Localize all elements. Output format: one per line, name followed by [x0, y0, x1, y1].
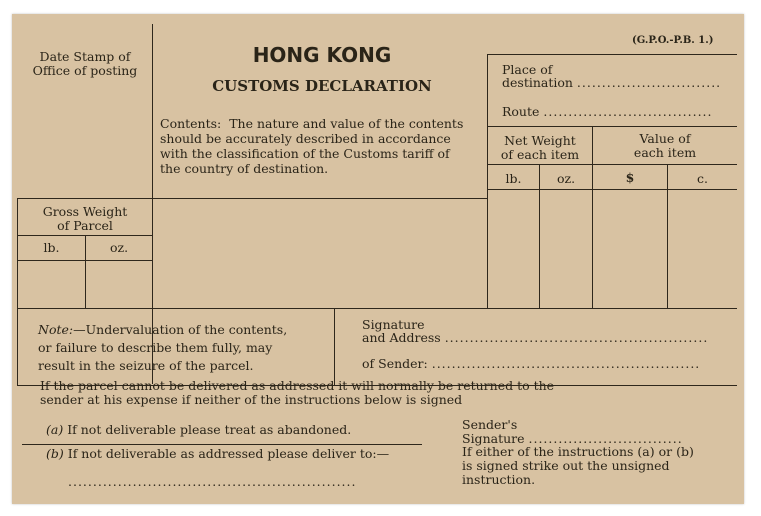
note-label: Note: [38, 322, 74, 337]
divider [334, 308, 335, 386]
senders-signature-field[interactable]: Signature ............................... [462, 431, 683, 446]
divider [17, 308, 18, 386]
contents-line-3: with the classification of the Customs tariff of [160, 146, 450, 161]
divider [17, 260, 152, 261]
note-line-2: or failure to describe them fully, may [38, 340, 273, 355]
senders-label: Sender's [462, 417, 518, 432]
page-subtitle: CUSTOMS DECLARATION [212, 77, 432, 95]
return-instructions [40, 379, 730, 407]
strike-line-3: instruction. [462, 472, 536, 487]
option-b-mark: (b) [46, 446, 64, 461]
divider [487, 189, 737, 190]
of-sender-label: of Sender: [362, 356, 428, 371]
date-stamp-label [20, 50, 150, 78]
contents-line-1 [160, 116, 485, 131]
signature-label-2: Signature [462, 431, 525, 446]
strike-line-2: is signed strike out the unsigned [462, 458, 670, 473]
strike-instructions [462, 445, 742, 487]
net-weight-line: Net Weight [504, 133, 576, 148]
option-a-mark: (a) [46, 422, 64, 437]
place-of-label: Place of [502, 62, 553, 77]
dollar-header: $ [625, 170, 635, 185]
date-stamp-line: Date Stamp of [39, 49, 131, 64]
contents-line-4: the country of destination. [160, 161, 329, 176]
date-stamp-line: Office of posting [32, 63, 138, 78]
value-line: each item [633, 145, 697, 160]
route-field[interactable]: Route .................................. [502, 104, 713, 119]
divider [22, 444, 422, 445]
net-lb-header: lb. [505, 171, 522, 186]
signature-label: Signature [362, 317, 425, 332]
customs-declaration-card [12, 14, 744, 504]
divider [17, 198, 487, 199]
gross-weight-header [18, 205, 152, 233]
deliver-to-field[interactable]: .......................................................... [68, 474, 357, 489]
contents-instructions [160, 116, 485, 176]
value-line: Value of [639, 131, 691, 146]
gross-lb-header: lb. [43, 240, 60, 255]
form-code: (G.P.O.-P.B. 1.) [632, 35, 714, 46]
return-line-2: sender at his expense if neither of the instructions below is signed [40, 392, 463, 407]
sender-field[interactable]: of Sender: ...................................................... [362, 356, 701, 371]
note-text-1: —Undervaluation of the contents, [73, 322, 288, 337]
contents-line-2: should be accurately described in accordance [160, 131, 451, 146]
value-header [593, 132, 737, 160]
return-line-1: If the parcel cannot be delivered as addressed it will normally be returned to the [40, 378, 555, 393]
net-oz-header: oz. [556, 171, 576, 186]
net-weight-header [488, 134, 592, 162]
note-line-3: result in the seizure of the parcel. [38, 358, 254, 373]
divider [487, 126, 737, 127]
divider [17, 308, 737, 309]
note-line-1 [38, 321, 334, 339]
and-address-label: and Address [362, 330, 441, 345]
option-a-text: If not deliverable please treat as abandoned. [67, 422, 352, 437]
page-title: HONG KONG [252, 43, 392, 67]
cents-header: c. [697, 171, 708, 186]
gross-weight-line: Gross Weight [42, 204, 128, 219]
route-label: Route [502, 104, 540, 119]
strike-line-1: If either of the instructions (a) or (b) [462, 444, 694, 459]
gross-weight-line: of Parcel [57, 218, 113, 233]
divider [487, 54, 737, 55]
option-a[interactable] [46, 423, 351, 437]
destination-field[interactable]: destination ............................. [502, 75, 722, 90]
destination-label: destination [502, 75, 573, 90]
contents-text: The nature and value of the contents [229, 116, 464, 131]
contents-label: Contents: [160, 116, 222, 131]
gross-oz-header: oz. [109, 240, 129, 255]
option-b[interactable] [46, 447, 389, 461]
net-weight-line: of each item [500, 147, 580, 162]
note-text [38, 321, 334, 375]
divider [487, 164, 737, 165]
option-b-text: If not deliverable as addressed please deliver to:— [67, 446, 390, 461]
address-field[interactable]: and Address ..................................................... [362, 330, 709, 345]
